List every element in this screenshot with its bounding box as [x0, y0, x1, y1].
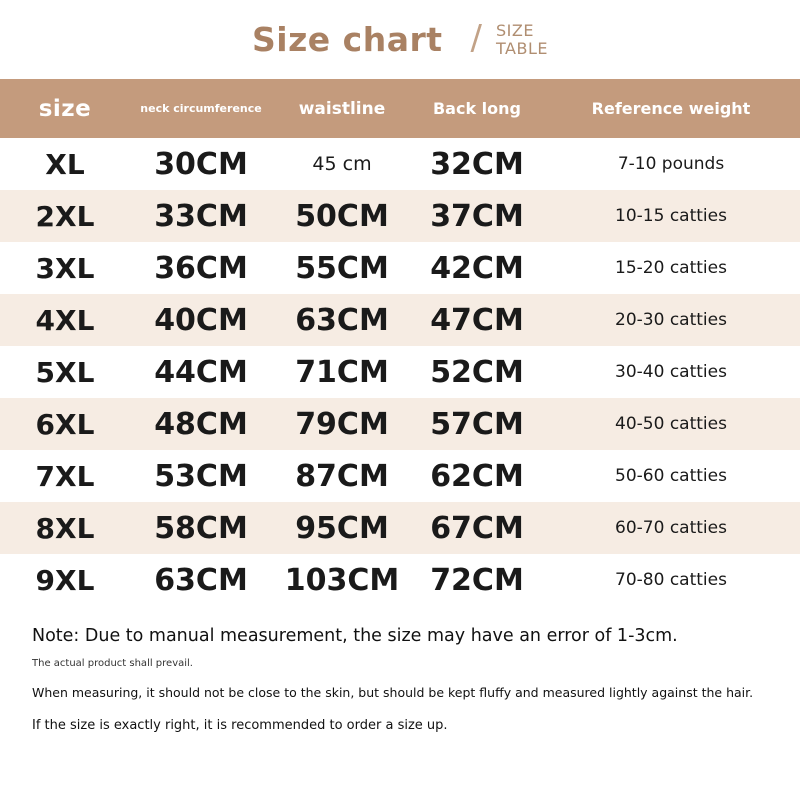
cell-weight: 70-80 catties	[615, 570, 727, 590]
page-subtitle	[496, 22, 548, 58]
table-header	[0, 79, 800, 138]
cell-size: 3XL	[35, 251, 95, 285]
table-row	[0, 450, 800, 502]
table-row	[0, 554, 800, 606]
cell-neck: 36CM	[154, 250, 248, 286]
cell-weight: 30-40 catties	[615, 362, 727, 382]
cell-weight: 7-10 pounds	[617, 154, 725, 174]
cell-weight: 40-50 catties	[615, 414, 727, 434]
cell-back-long: 72CM	[430, 562, 524, 598]
page-title: Size chart	[252, 20, 443, 59]
subtitle-line-2: TABLE	[496, 38, 548, 58]
cell-weight: 50-60 catties	[615, 466, 727, 486]
cell-size: 9XL	[35, 563, 95, 597]
cell-size: 8XL	[35, 511, 95, 545]
cell-waistline: 87CM	[295, 458, 389, 494]
column-header-weight: Reference weight	[591, 99, 751, 118]
cell-waistline: 55CM	[295, 250, 389, 286]
cell-back-long: 37CM	[430, 198, 524, 234]
cell-neck: 63CM	[154, 562, 248, 598]
table-body	[0, 138, 800, 606]
table-row	[0, 346, 800, 398]
cell-size: 5XL	[35, 355, 95, 389]
table-row	[0, 294, 800, 346]
cell-weight: 20-30 catties	[615, 310, 727, 330]
cell-neck: 53CM	[154, 458, 248, 494]
cell-neck: 58CM	[154, 510, 248, 546]
title-divider: /	[470, 17, 482, 58]
table-row	[0, 242, 800, 294]
column-header-waistline: waistline	[298, 98, 386, 119]
notes-section	[0, 606, 800, 733]
note-measurement-error: Note: Due to manual measurement, the size may have an error of 1-3cm.	[32, 626, 678, 646]
note-measuring-method: When measuring, it should not be close to the skin, but should be kept fluffy and measured lightly against the hair.	[32, 685, 754, 700]
cell-waistline: 95CM	[295, 510, 389, 546]
cell-back-long: 57CM	[430, 406, 524, 442]
cell-waistline: 103CM	[284, 562, 400, 598]
cell-waistline: 79CM	[295, 406, 389, 442]
cell-size: 6XL	[35, 407, 95, 441]
cell-back-long: 52CM	[430, 354, 524, 390]
cell-neck: 48CM	[154, 406, 248, 442]
table-header-row	[0, 79, 800, 138]
cell-size: 2XL	[35, 199, 95, 233]
table-row	[0, 190, 800, 242]
cell-neck: 44CM	[154, 354, 248, 390]
cell-waistline: 45 cm	[312, 153, 372, 175]
cell-waistline: 63CM	[295, 302, 389, 338]
cell-size: 7XL	[35, 459, 95, 493]
column-header-size: size	[38, 95, 92, 122]
note-actual-product: The actual product shall prevail.	[32, 658, 193, 669]
cell-size: XL	[45, 147, 85, 181]
cell-back-long: 47CM	[430, 302, 524, 338]
subtitle-line-1: SIZE	[496, 20, 534, 40]
cell-back-long: 42CM	[430, 250, 524, 286]
cell-back-long: 62CM	[430, 458, 524, 494]
cell-waistline: 71CM	[295, 354, 389, 390]
cell-neck: 30CM	[154, 146, 248, 182]
cell-weight: 60-70 catties	[615, 518, 727, 538]
cell-weight: 15-20 catties	[615, 258, 727, 278]
column-header-back-long: Back long	[432, 99, 521, 118]
cell-back-long: 32CM	[430, 146, 524, 182]
cell-size: 4XL	[35, 303, 95, 337]
note-size-up: If the size is exactly right, it is recommended to order a size up.	[32, 718, 448, 733]
cell-back-long: 67CM	[430, 510, 524, 546]
cell-neck: 33CM	[154, 198, 248, 234]
column-header-neck: neck circumference	[140, 102, 262, 115]
table-row	[0, 502, 800, 554]
table-row	[0, 138, 800, 190]
page-header	[0, 0, 800, 79]
cell-neck: 40CM	[154, 302, 248, 338]
size-table	[0, 79, 800, 606]
table-row	[0, 398, 800, 450]
cell-weight: 10-15 catties	[615, 206, 727, 226]
cell-waistline: 50CM	[295, 198, 389, 234]
